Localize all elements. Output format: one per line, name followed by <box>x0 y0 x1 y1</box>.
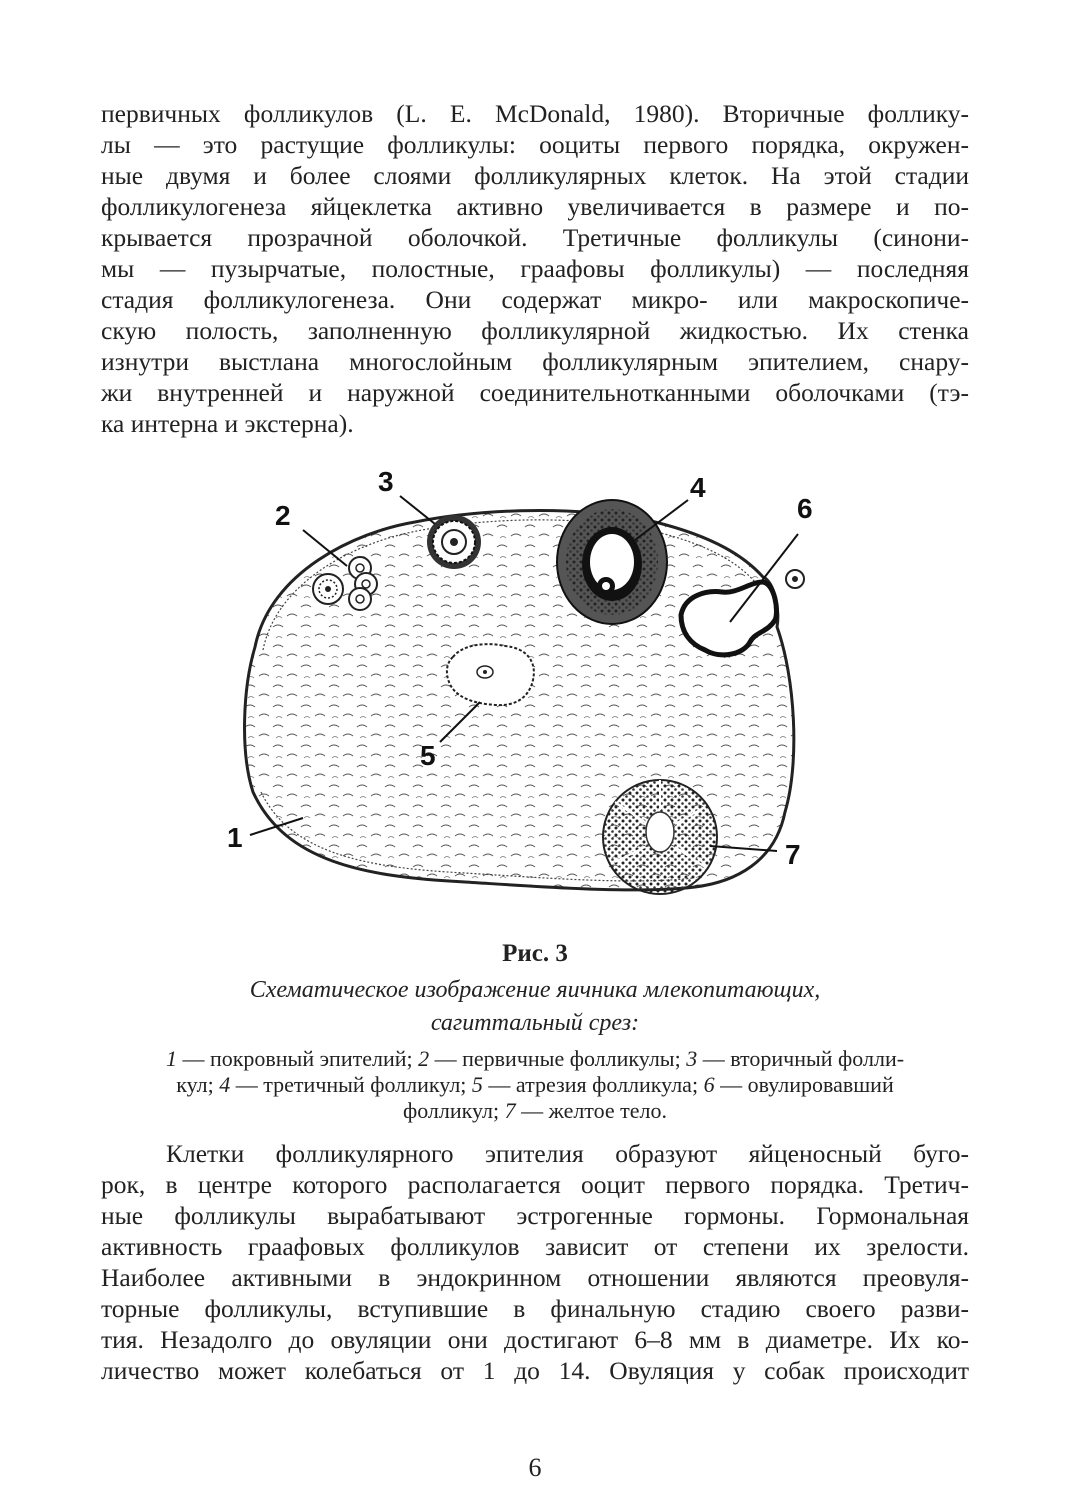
text-line: тия. Незадолго до овуляции они достигают 6–8 мм в диаметре. Их ко- <box>101 1325 969 1354</box>
label-5: 5 <box>420 740 436 771</box>
legend-number: 5 <box>471 1072 483 1097</box>
paragraph-follicles <box>101 98 969 439</box>
page-number: 6 <box>528 1453 542 1482</box>
legend-text: — покровный эпителий; <box>176 1046 419 1071</box>
legend-line <box>101 1046 969 1072</box>
label-2: 2 <box>275 500 291 531</box>
legend-text: — вторичный фолли- <box>697 1046 905 1071</box>
figure-legend <box>101 1046 969 1124</box>
text-line: рок, в центре которого располагается ооцит первого порядка. Третич- <box>101 1170 969 1199</box>
text-line: фолликулогенеза яйцеклетка активно увеличивается в размере и по- <box>101 192 969 221</box>
label-4: 4 <box>690 472 706 503</box>
text-line: стадия фолликулогенеза. Они содержат микро- или макроскопиче- <box>101 285 969 314</box>
text-line: мы — пузырчатые, полостные, граафовы фолликулы) — последняя <box>101 254 969 283</box>
legend-number: 6 <box>703 1072 715 1097</box>
legend-line <box>101 1072 969 1098</box>
text-line: торные фолликулы, вступившие в финальную стадию своего разви- <box>101 1294 969 1323</box>
paragraph-follicular-epithelium <box>101 1138 969 1386</box>
legend-text: — третичный фолликул; <box>230 1072 472 1097</box>
label-6: 6 <box>797 493 813 524</box>
legend-number: 7 <box>504 1098 516 1123</box>
ovary-diagram <box>215 462 855 932</box>
legend-text: — желтое тело. <box>515 1098 668 1123</box>
legend-number: 2 <box>418 1046 430 1071</box>
legend-text: — первичные фолликулы; <box>429 1046 687 1071</box>
figure-title: Рис. 3 <box>502 940 568 967</box>
text-line: жи внутренней и наружной соединительнотканными оболочками (тэ- <box>101 378 969 407</box>
legend-number: 1 <box>165 1046 177 1071</box>
legend-text: кул; <box>176 1072 220 1097</box>
text-line: первичных фолликулов (L. E. McDonald, 1980). Вторичные фоллику- <box>101 99 969 128</box>
text-line: личество может колебаться от 1 до 14. Овуляция у собак происходит <box>101 1356 969 1385</box>
legend-number: 4 <box>219 1072 231 1097</box>
legend-text: — атрезия фолликула; <box>482 1072 704 1097</box>
legend-number: 3 <box>686 1046 698 1071</box>
legend-line <box>101 1098 969 1124</box>
text-line: крывается прозрачной оболочкой. Третичные фолликулы (синони- <box>101 223 969 252</box>
text-line: ка интерна и экстерна). <box>101 409 354 438</box>
legend-text: фолликул; <box>402 1098 505 1123</box>
label-1: 1 <box>227 822 243 853</box>
text-line: ные фолликулы вырабатывают эстрогенные гормоны. Гормональная <box>101 1201 969 1230</box>
figure-description: сагиттальный срез: <box>430 1010 640 1036</box>
text-line: ные двумя и более слоями фолликулярных клеток. На этой стадии <box>101 161 969 190</box>
label-7: 7 <box>785 839 801 870</box>
text-line: Наиболее активными в эндокринном отношении являются преовуля- <box>101 1263 969 1292</box>
tertiary-follicle <box>557 500 667 624</box>
text-line: лы — это растущие фолликулы: ооциты первого порядка, окружен- <box>101 130 969 159</box>
label-3: 3 <box>378 466 394 497</box>
corpus-luteum <box>603 780 717 894</box>
figure-description: Схематическое изображение яичника млекопитающих, <box>249 977 821 1003</box>
text-line: Клетки фолликулярного эпителия образуют яйценосный буго- <box>166 1139 969 1168</box>
legend-text: — овулировавший <box>714 1072 894 1097</box>
text-line: изнутри выстлана многослойным фолликулярным эпителием, снару- <box>101 347 969 376</box>
text-line: скую полость, заполненную фолликулярной жидкостью. Их стенка <box>101 316 969 345</box>
text-line: активность граафовых фолликулов зависит от степени их зрелости. <box>101 1232 969 1261</box>
